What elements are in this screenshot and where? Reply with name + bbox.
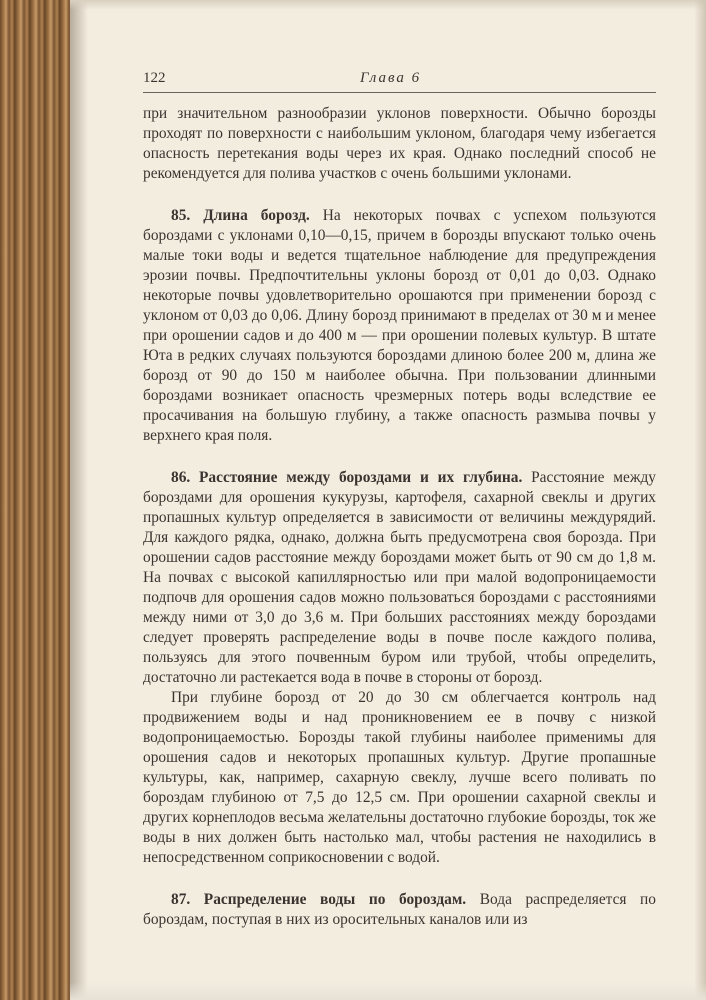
page-edge-bottom [70,982,706,1000]
page-edge-top [70,0,706,10]
section-85-title: 85. Длина борозд. [171,207,310,224]
section-87-title: 87. Распределение воды по бороздам. [171,891,467,908]
gutter-shadow [70,0,88,1000]
page-header [143,70,656,93]
page-number: 122 [143,70,166,86]
section-86-paragraph-2: При глубине борозд от 20 до 30 см облегчается контроль над продвижением воды и над проникновением ее в почву с низкой водопроницаемостью. Борозды такой глубины наиболее применимы для орошения садов и некоторых пропашных культур. Другие пропашные культуры, как, например, сахарную свеклу, лучше всего поливать по бороздам глубиною от 7,5 до 12,5 см. При орошении сахарной свеклы и других корнеплодов весьма желательны достаточно глубокие борозды, ток же воды в них должен быть настолько мал, чтобы растения не находились в непосредственном соприкосновении с водой. [143,689,656,866]
running-head: Глава 6 [360,70,422,86]
section-86 [143,468,656,688]
body-text [143,104,656,930]
section-86-body: Расстояние между бороздами для орошения кукурузы, картофеля, сахарной свеклы и других пропашных культур определяется в зависимости от величины междурядий. Для каждого рядка, однако, должна быть предусмотрена своя борозда. При орошении садов расстояние между бороздами может быть от 90 см до 1,8 м. На почвах с высокой капиллярностью или при малой водопроницаемости подпочв для орошения садов можно пользоваться бороздами с расстояниями между ними от 3,0 до 3,6 м. При больших расстояниях между бороздами следует проверять распределение воды в почве после каждого полива, пользуясь для этого почвенным буром или трубой, чтобы определить, достаточно ли растекается вода в почве в стороны от борозд. [143,469,656,686]
section-85-body: На некоторых почвах с успехом пользуются бороздами с уклонами 0,10—0,15, причем в борозды впускают только очень малые токи воды и ведется тщательное наблюдение для предупреждения эрозии почвы. Предпочтительны уклоны борозд от 0,01 до 0,03. Однако некоторые почвы удовлетворительно орошаются при применении борозд с уклоном от 0,03 до 0,06. Длину борозд принимают в пределах от 30 м и менее при орошении садов и до 400 м — при орошении полевых культур. В штате Юта в редких случаях пользуются бороздами длиною более 200 м, длина же борозд от 90 до 150 м наиболее обычна. При пользовании длинными бороздами возникает опасность чрезмерных потерь воды вследствие ее просачивания на большую глубину, а также опасность размыва почвы у верхнего края поля. [143,207,656,444]
page-edge-right [694,0,706,1000]
section-86-title: 86. Расстояние между бороздами и их глубина. [171,469,523,486]
section-85 [143,206,656,446]
section-87-body: Вода распределяется по бороздам, поступая в них из оросительных каналов или из [143,891,656,928]
section-87 [143,890,656,930]
paragraph-continuation: при значительном разнообразии уклонов поверхности. Обычно борозды проходят по поверхности с наибольшим уклоном, благодаря чему избегается опасность перетекания воды через их края. Однако последний способ не рекомендуется для полива участков с очень большими уклонами. [143,105,656,182]
book-spine [0,0,70,1000]
